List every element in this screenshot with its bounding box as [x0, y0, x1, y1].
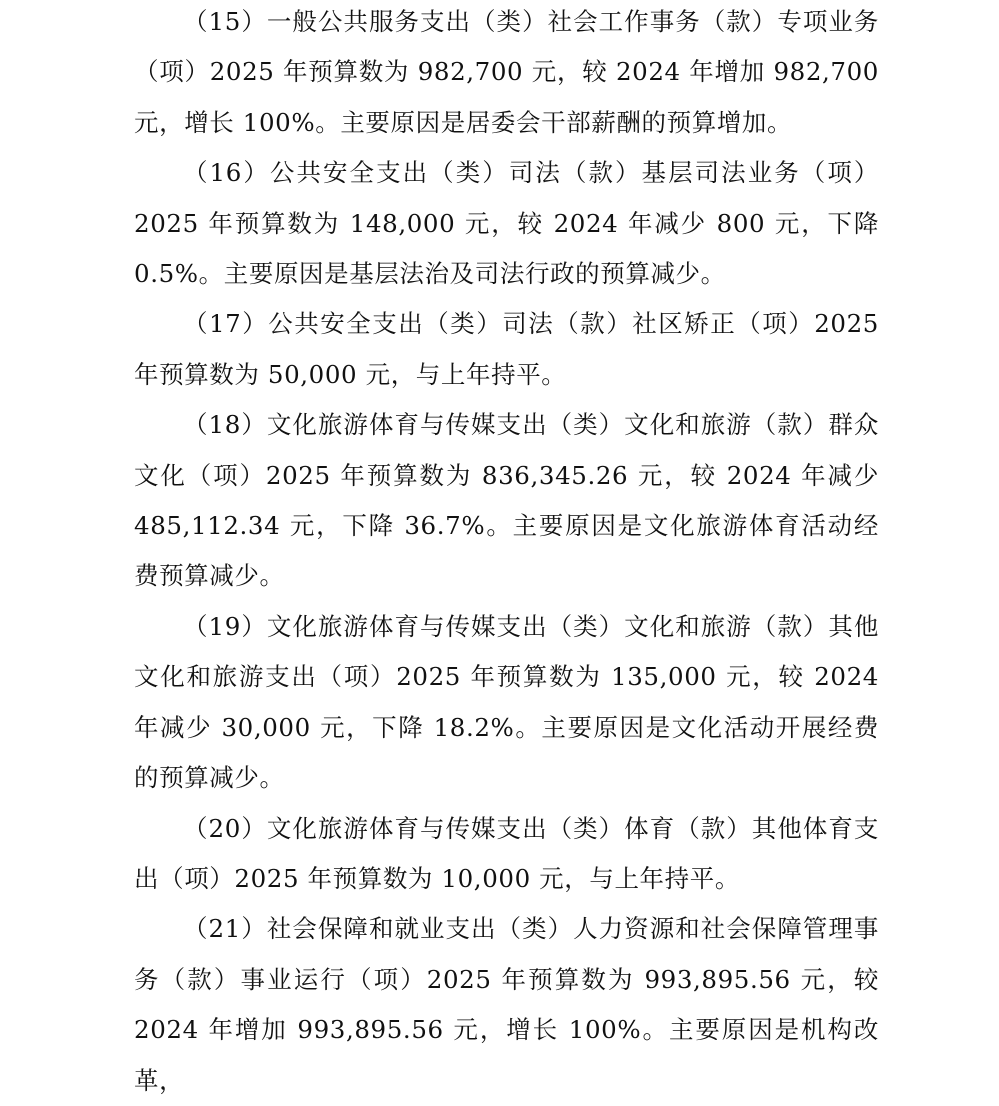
paragraph-item-18: （18）文化旅游体育与传媒支出（类）文化和旅游（款）群众文化（项）2025 年预算数为 836,345.26 元，较 2024 年减少 485,112.34 元，下降 36.7%。主要原因是文化旅游体育活动经费预算减少。: [134, 410, 879, 591]
paragraph-item-16: （16）公共安全支出（类）司法（款）基层司法业务（项）2025 年预算数为 148,000 元，较 2024 年减少 800 元，下降 0.5%。主要原因是基层法治及司法行政的预算减少。: [134, 158, 879, 289]
paragraph-item-19: （19）文化旅游体育与传媒支出（类）文化和旅游（款）其他文化和旅游支出（项）2025 年预算数为 135,000 元，较 2024 年减少 30,000 元，下降 18.2%。主要原因是文化活动开展经费的预算减少。: [134, 611, 879, 793]
document-body: [134, 0, 879, 1106]
paragraph-item-15: （15）一般公共服务支出（类）社会工作事务（款）专项业务（项）2025 年预算数为 982,700 元，较 2024 年增加 982,700 元，增长 100%。主要原因是居委会干部薪酬的预算增加。: [134, 7, 879, 137]
paragraph-item-20: （20）文化旅游体育与传媒支出（类）体育（款）其他体育支出（项）2025 年预算数为 10,000 元，与上年持平。: [134, 813, 879, 893]
paragraph-item-21: （21）社会保障和就业支出（类）人力资源和社会保障管理事务（款）事业运行（项）2025 年预算数为 993,895.56 元，较 2024 年增加 993,895.56 元，增长 100%。主要原因是机构改革，: [134, 914, 879, 1095]
paragraph-item-17: （17）公共安全支出（类）司法（款）社区矫正（项）2025 年预算数为 50,000 元，与上年持平。: [134, 309, 879, 389]
